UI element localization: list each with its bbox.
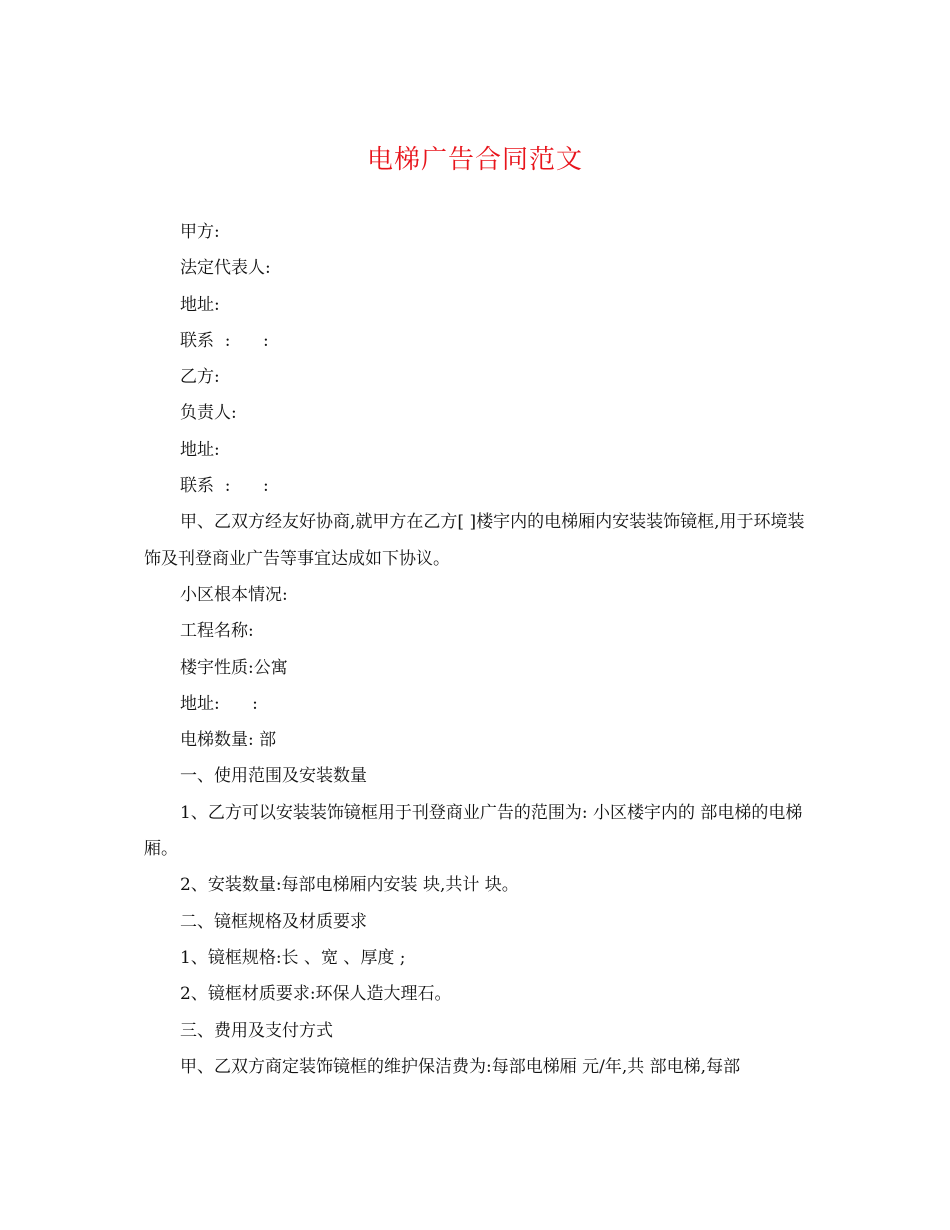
paragraph-contact-a: 联系 : : [180,330,269,351]
paragraph-address-community: 地址: : [180,693,258,714]
section-heading-scope: 一、使用范围及安装数量 [180,766,367,787]
paragraph-party-b: 乙方: [180,367,220,388]
paragraph-fees: 甲、乙双方商定装饰镜框的维护保洁费为:每部电梯厢 元/年,共 部电梯,每部 [180,1056,741,1077]
document-title: 电梯广告合同范文 [366,145,583,175]
paragraph-specs-1: 1、镜框规格:长 、宽 、厚度 ; [180,947,406,968]
paragraph-scope-1: 1、乙方可以安装装饰镜框用于刊登商业广告的范围为: 小区楼宇内的 部电梯的电梯厢。 [144,802,803,860]
paragraph-building-type: 楼宇性质:公寓 [180,657,288,678]
paragraph-address-a: 地址: [180,294,220,315]
document-body [144,214,808,1085]
section-heading-specs: 二、镜框规格及材质要求 [180,911,367,932]
paragraph-elevator-count: 电梯数量: 部 [180,730,277,751]
paragraph-address-b: 地址: [180,439,220,460]
section-heading-fees: 三、费用及支付方式 [180,1020,333,1041]
paragraph-agreement-intro: 甲、乙双方经友好协商,就甲方在乙方[ ]楼宇内的电梯厢内安装装饰镜框,用于环境装饰及刊登商业广告等事宜达成如下协议。 [144,512,805,569]
paragraph-specs-2: 2、镜框材质要求:环保人造大理石。 [180,984,452,1005]
paragraph-scope-2: 2、安装数量:每部电梯厢内安装 块,共计 块。 [180,875,519,896]
paragraph-party-a: 甲方: [180,222,220,242]
paragraph-legal-representative: 法定代表人: [180,258,271,279]
paragraph-community-info: 小区根本情况: [180,584,288,605]
paragraph-contact-b: 联系 : : [180,476,269,497]
paragraph-project-name: 工程名称: [180,621,254,642]
paragraph-person-in-charge: 负责人: [180,403,237,424]
